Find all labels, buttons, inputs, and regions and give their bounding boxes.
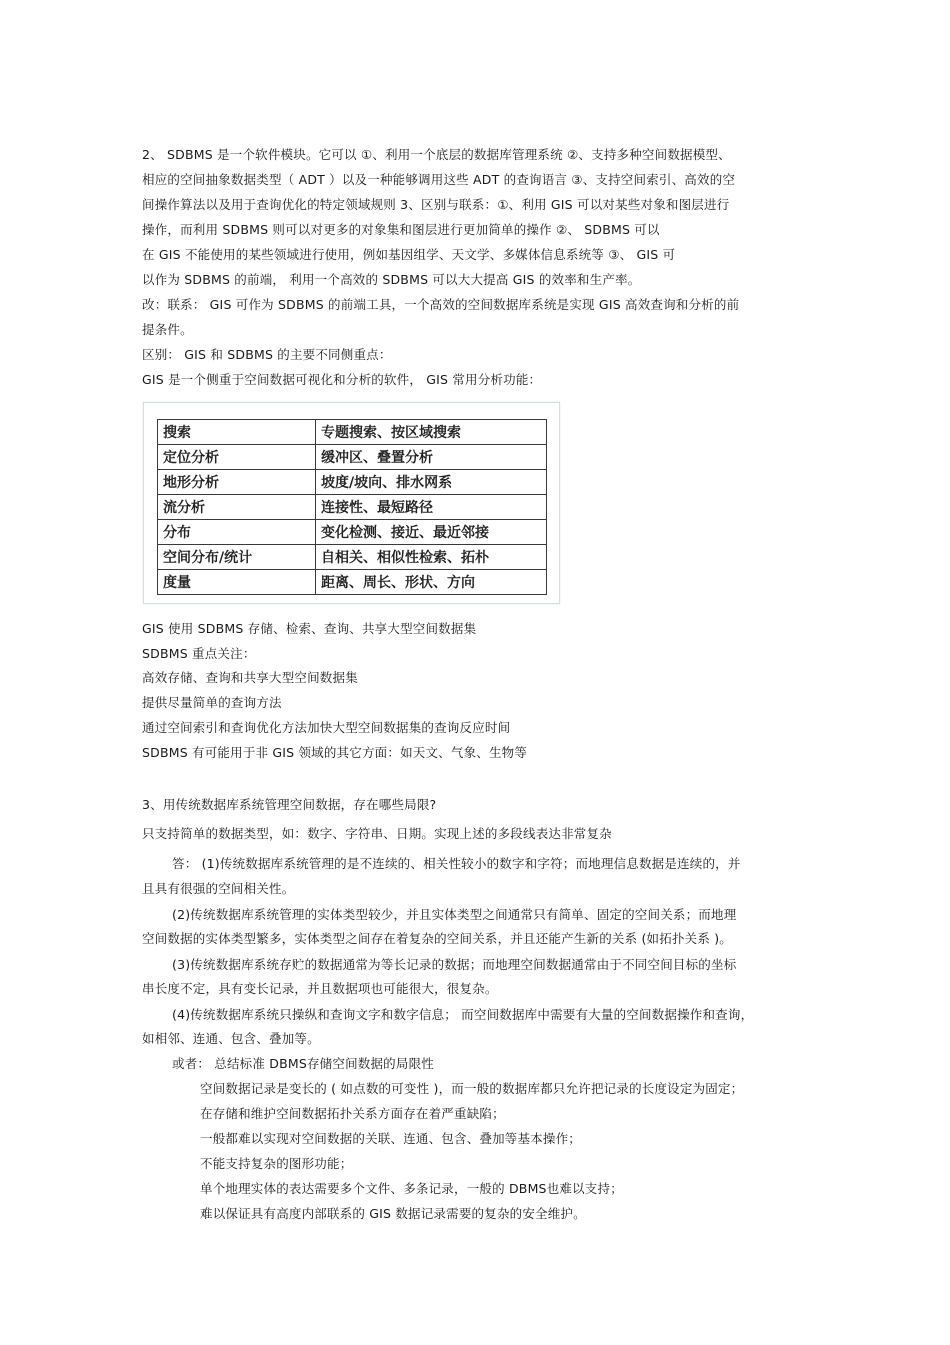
paragraph-line: 改：联系： GIS 可作为 SDBMS 的前端工具，一个高效的空间数据库系统是实现 GIS 高效查询和分析的前 <box>142 297 740 312</box>
table-cell-detail: 距离、周长、形状、方向 <box>316 570 547 595</box>
table-row <box>158 470 547 495</box>
paragraph-line: 通过空间索引和查询优化方法加快大型空间数据集的查询反应时间 <box>142 720 511 735</box>
paragraph-line: 空间数据记录是变长的 ( 如点数的可变性 )，而一般的数据库都只允许把记录的长度设定为固定； <box>200 1081 744 1096</box>
paragraph-line: GIS 是一个侧重于空间数据可视化和分析的软件， GIS 常用分析功能： <box>142 372 542 387</box>
paragraph-line: 一般都难以实现对空间数据的关联、连通、包含、叠加等基本操作； <box>200 1131 582 1146</box>
table-row <box>158 545 547 570</box>
paragraph-line: SDBMS 有可能用于非 GIS 领域的其它方面：如天文、气象、生物等 <box>142 745 528 760</box>
paragraph-line: 间操作算法以及用于查询优化的特定领域规则 3、区别与联系：①、利用 GIS 可以对某些对象和图层进行 <box>142 197 730 212</box>
paragraph-line: 不能支持复杂的图形功能； <box>200 1156 353 1171</box>
paragraph-line: (3)传统数据库系统存贮的数据通常为等长记录的数据；而地理空间数据通常由于不同空间目标的坐标 <box>172 957 737 972</box>
paragraph-line: 区别： GIS 和 SDBMS 的主要不同侧重点： <box>142 347 392 362</box>
paragraph-line: 高效存储、查询和共享大型空间数据集 <box>142 670 358 685</box>
table-cell-function: 分布 <box>158 520 316 545</box>
paragraph-line: (2)传统数据库系统管理的实体类型较少，并且实体类型之间通常只有简单、固定的空间关系；而地理 <box>172 907 737 922</box>
paragraph-line: 相应的空间抽象数据类型（ ADT ）以及一种能够调用这些 ADT 的查询语言 ③、支持空间索引、高效的空 <box>142 172 736 187</box>
paragraph-line: 2、 SDBMS 是一个软件模块。它可以 ①、利用一个底层的数据库管理系统 ②、支持多种空间数据模型、 <box>142 147 731 162</box>
section-heading: 3、用传统数据库系统管理空间数据，存在哪些局限? <box>142 797 437 812</box>
table-row <box>158 445 547 470</box>
paragraph-line: 只支持简单的数据类型，如：数字、字符串、日期。实现上述的多段线表达非常复杂 <box>142 826 612 841</box>
paragraph-line: 空间数据的实体类型繁多，实体类型之间存在着复杂的空间关系，并且还能产生新的关系 (如拓扑关系 )。 <box>142 931 733 946</box>
analysis-table-frame <box>143 402 560 604</box>
table-cell-detail: 变化检测、接近、最近邻接 <box>316 520 547 545</box>
paragraph-line: 且具有很强的空间相关性。 <box>142 881 295 896</box>
paragraph-line: 难以保证具有高度内部联系的 GIS 数据记录需要的复杂的安全维护。 <box>200 1206 586 1221</box>
table-cell-detail: 自相关、相似性检索、拓朴 <box>316 545 547 570</box>
paragraph-line: GIS 使用 SDBMS 存储、检索、查询、共享大型空间数据集 <box>142 621 477 636</box>
table-cell-function: 空间分布/统计 <box>158 545 316 570</box>
table-cell-function: 定位分析 <box>158 445 316 470</box>
table-cell-function: 地形分析 <box>158 470 316 495</box>
paragraph-line: 操作，而利用 SDBMS 则可以对更多的对象集和图层进行更加简单的操作 ②、 SDBMS 可以 <box>142 222 660 237</box>
table-row <box>158 520 547 545</box>
table-cell-detail: 缓冲区、叠置分析 <box>316 445 547 470</box>
paragraph-line: 串长度不定，具有变长记录，并且数据项也可能很大，很复杂。 <box>142 981 498 996</box>
table-cell-detail: 专题搜索、按区域搜索 <box>316 420 547 445</box>
analysis-table <box>157 419 547 595</box>
paragraph-line: 答： (1)传统数据库系统管理的是不连续的、相关性较小的数字和字符；而地理信息数据是连续的，并 <box>172 856 741 871</box>
table-cell-function: 流分析 <box>158 495 316 520</box>
table-cell-detail: 坡度/坡向、排水网系 <box>316 470 547 495</box>
paragraph-line: 在存储和维护空间数据拓扑关系方面存在着严重缺陷； <box>200 1106 505 1121</box>
table-cell-function: 度量 <box>158 570 316 595</box>
table-row <box>158 420 547 445</box>
table-cell-detail: 连接性、最短路径 <box>316 495 547 520</box>
table-row <box>158 570 547 595</box>
paragraph-line: 以作为 SDBMS 的前端， 利用一个高效的 SDBMS 可以大大提高 GIS 的效率和生产率。 <box>142 272 641 287</box>
paragraph-line: SDBMS 重点关注： <box>142 646 256 661</box>
table-cell-function: 搜索 <box>158 420 316 445</box>
paragraph-line: 提供尽量简单的查询方法 <box>142 695 282 710</box>
paragraph-line: 如相邻、连通、包含、叠加等。 <box>142 1031 320 1046</box>
paragraph-line: 提条件。 <box>142 322 193 337</box>
paragraph-line: 单个地理实体的表达需要多个文件、多条记录，一般的 DBMS也难以支持； <box>200 1181 623 1196</box>
paragraph-line: 在 GIS 不能使用的某些领域进行使用，例如基因组学、天文学、多媒体信息系统等 ③、 GIS 可 <box>142 247 676 262</box>
paragraph-line: 或者： 总结标准 DBMS存储空间数据的局限性 <box>172 1056 434 1071</box>
table-row <box>158 495 547 520</box>
paragraph-line: (4)传统数据库系统只操纵和查询文字和数字信息； 而空间数据库中需要有大量的空间数据操作和查询， <box>172 1007 754 1022</box>
